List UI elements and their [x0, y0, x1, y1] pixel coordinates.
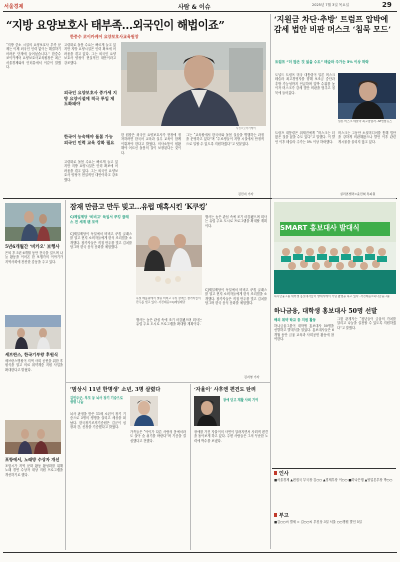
main-body-4: 그는 “교육원에서 한국어와 돌봄 실습을 병행하는 과정을 운영하고 있다”며 “수료생들이 지방 시설에서 안정적으로 일할 수 있도록 지원하겠다”고 덧붙였다.: [186, 133, 264, 146]
right-subheadline: 트럼프 “더 많은 것 잃을 수도” 테슬라 주가는 5% 이상 하락: [275, 60, 369, 64]
section-title: 사람 & 이슈: [178, 4, 211, 11]
cooking-photo: [136, 215, 202, 295]
main-body-5: 고령화로 돌봄 수요는 빠르게 늘고 있지만 지방 요양시설은 인력 확보에 어려움을 겪고 있다. 그는 외국인 요양보호사 양성이 현실적인 대안이라고 강조했다.: [64, 160, 118, 182]
right-bottom-body-2: 그룹 관계자는 “청년들이 금융의 가치를 알리고 나눔을 실천할 수 있도록 지원하겠다”고 말했다.: [337, 317, 396, 330]
left-headline-1: 5년6개월간 ‘비카오’ 보행사: [5, 245, 60, 250]
hana-photo: [274, 202, 396, 294]
people-marker: [274, 471, 277, 475]
bottom-rule: [66, 382, 270, 383]
header-rule: [3, 11, 397, 12]
cooking-caption: 독일 베를린에서 열린 비비고 쿠킹 클래스 참가자들이 만두를 빚고 있다. 사진제공=CJ제일제당: [136, 297, 201, 304]
musk-photo: [338, 73, 396, 119]
right-headline: ‘지원금 차단·추방’ 트럼프 압박에 감세 법안 비판 머스크 ‘침묵 모드’: [274, 15, 391, 34]
pohang-photo: [5, 420, 61, 454]
paper-name: 서울경제: [4, 4, 24, 10]
right-body-1: 도널드 트럼프 미국 대통령이 일론 머스크 테슬라 최고경영자를 향해 보조금 중단과 추방 가능성까지 언급하며 압박 수위를 높이자 머스크가 감세 법안 비판을 멈추고 침묵에 들어갔다.: [275, 73, 335, 95]
photo-credit: 사진=코이카케어: [236, 127, 256, 130]
mid-body-1: CJ제일제당이 독일에서 비비고 쿠킹 클래스를 열고 현지 소비자들에게 한식 조리법을 소개했다. 참가자들은 직접 만두를 빚고 김치를 담그며 한국 음식 문화를 체험했다.: [70, 232, 132, 250]
main-body-2: 고령화로 돌봄 수요는 빠르게 늘고 있지만 지방 요양시설은 인력 확보에 어려움을 겪고 있다. 그는 외국인 요양보호사 양성이 현실적인 대안이라고 강조했다.: [64, 43, 116, 65]
footer-rule: [3, 552, 397, 553]
column-divider: [270, 14, 271, 549]
mid-body-2: 행사는 높은 관심 속에 조기 마감됐으며 회사는 유럽 주요 도시로 프로그램을 확대할 계획이다.: [205, 215, 267, 228]
left-headline-2: 세브란스, 한국기부왕 후원식: [5, 352, 58, 357]
right-bottom-body-1: 하나금융그룹이 대학생 홍보대사 50명을 선발하고 발대식을 열었다. 홍보대사들은 6개월 동안 금융 교육과 사회공헌 활동에 참여한다.: [274, 324, 334, 342]
obit-text: ■김○○씨 별세 = 김○○씨 부친상 3일 서울 ○○병원 발인 5일: [274, 520, 362, 524]
main-reporter: 김민지 기자: [238, 192, 254, 196]
mid-headline: 잠재 만큼고 만두 빚고…유럽 매혹시킨 ‘K쿠킹’: [70, 202, 208, 211]
bottom-subheadline-2: 장애 딛고 재활 사회 기여: [223, 398, 259, 402]
right-body-3: 머스크는 그동안 소셜미디어를 통해 법안을 강하게 비판해왔으나 발언 이후 관련 게시물을 올리지 않고 있다.: [338, 131, 396, 144]
musk-caption: 일론 머스크 테슬라 최고경영자. AP연합뉴스: [338, 120, 392, 123]
right-body-2: 트럼프 대통령은 취재진에게 “머스크는 더 많은 것을 잃을 수도 있다”고 말했다. 이 발언 이후 테슬라 주가는 5% 이상 하락했다.: [275, 131, 335, 144]
main-body-3: 한 원장은 외국인 요양보호사가 현장에 정착하려면 한국어 교육과 실무 교육이 함께 이뤄져야 한다고 밝혔다. 의사소통이 원활해야 어르신 돌봄의 질이 보장된다는 것이다.: [121, 133, 181, 155]
bottom-text-2: 장애를 가진 자율이의 사연이 알려지면서 사회적 편견을 돌아보게 하고 있다. 주변 사람들은 그의 꾸준한 노력에 박수를 보냈다.: [194, 430, 268, 443]
left-divider: [65, 200, 66, 550]
right-bottom-headline: 하나금융, 대학생 홍보대사 50명 선발: [274, 308, 378, 315]
bottom-headline-2: ‘자율이’ 사후엔 편견도 탄려: [194, 387, 256, 393]
main-headline: “지방 요양보호사 태부족…외국인이 해법이죠”: [6, 18, 225, 32]
left-headline-3: 포항에서, 노래방 수상자 개선: [5, 457, 60, 462]
people-rule: [272, 468, 396, 469]
left-text-1: 은퇴 후 5년 6개월 동안 전국을 걸으며 나눔 활동을 이어온 한 보행가의 이야기가 지역사회에 잔잔한 감동을 주고 있다.: [5, 251, 63, 264]
right-bottom-rule: [272, 198, 396, 199]
main-body-1: “지방 중소 시설의 요양보호사 부족 문제는 이제 외국인 인력 없이는 해결하기 어려운 단계에 들어섰습니다.” 한중수 코이카케어 요양보호사교육원장은 최근 서울경제와의 인터뷰에서 이같이 말했다.: [6, 43, 61, 70]
mid-subheadline: CJ제일제당 ‘비비고’ 독일서 쿠킹 클래스 전 세계 팬 모여: [70, 215, 129, 224]
bottom-headline-1: ‘범상시 11년 한명생’ 소년, 3명 살렸다: [70, 387, 161, 393]
bottom-subheadline-1: 김민주군, 부모 등 뇌사 장기 기증으로 생명 나눔: [70, 396, 123, 405]
page-number: 29: [382, 1, 392, 9]
donor-photo: [130, 396, 158, 426]
pull-quote-2: 한국어 능숙해야 돌봄 가능 외국인 인력 교육 강화 필요: [64, 134, 115, 145]
people-heading: 인사: [279, 471, 289, 477]
hana-caption: 하나금융그룹 대학생 홍보대사들이 발대식에서 기념 촬영을 하고 있다. 사진제공=하나금융그룹: [274, 295, 390, 298]
severance-photo: [5, 315, 61, 349]
mid-reporter: 김지영 기자: [244, 375, 260, 379]
obit-marker: [274, 513, 277, 517]
walker-photo: [5, 203, 61, 241]
right-bottom-subheadline: 해외 취약 학교 등 지원 활동: [274, 318, 316, 322]
right-reporter: 실리콘밸리=윤민혁 특파원: [340, 192, 376, 196]
obit-heading: 부고: [279, 513, 289, 519]
person-photo-2: [194, 396, 220, 426]
interview-photo: [121, 42, 266, 126]
mid-body-3: CJ제일제당이 독일에서 비비고 쿠킹 클래스를 열고 현지 소비자들에게 한식 조리법을 소개했다. 참가자들은 직접 만두를 빚고 김치를 담그며 한국 음식 문화를 체험했다.: [205, 288, 267, 306]
issue-date: 2025년 7월 3일 목요일: [312, 3, 349, 7]
pull-quote-1: 외국인 요양보호사 증가세 지방 요양시설에 적극 투입 제도화돼야: [64, 90, 117, 107]
bottom-divider: [190, 384, 191, 550]
bottom-text-1b: 가족들은 “아이가 다른 사람의 몸에서라도 살아 숨 쉬기를 바란다”며 기증을 결심했다고 전했다.: [130, 430, 186, 443]
left-text-3: 포항시가 지역 문화 활동 활성화를 위해 노래 경연 수상자 대상 지원 프로그램을 개선하기로 했다.: [5, 464, 63, 477]
main-byline: 한중수 코이카케어 요양보호사교육원장: [70, 34, 139, 39]
left-text-2: 세브란스병원이 지역 사회 공헌을 위한 후원식을 열고 의료 취약계층 지원 사업을 확대한다고 밝혔다.: [5, 359, 63, 372]
hana-banner-text: SMART 홍보대사 발대식: [280, 224, 360, 232]
mid-body-4: 행사는 높은 관심 속에 조기 마감됐으며 회사는 유럽 주요 도시로 프로그램을 확대할 계획이다.: [136, 318, 202, 327]
bottom-text-1: 뇌사 판정을 받은 11세 소년이 장기 기증으로 3명의 생명을 살리고 세상을 떠났다. 한국장기조직기증원은 김군이 심장과 간, 신장을 기증했다고 밝혔다.: [70, 412, 126, 430]
people-text: ■서울경제 ▲편집국 부국장 김○○ ▲경제부장 이○○ ■하나은행 ▲영업본부장 박○○: [274, 478, 393, 482]
